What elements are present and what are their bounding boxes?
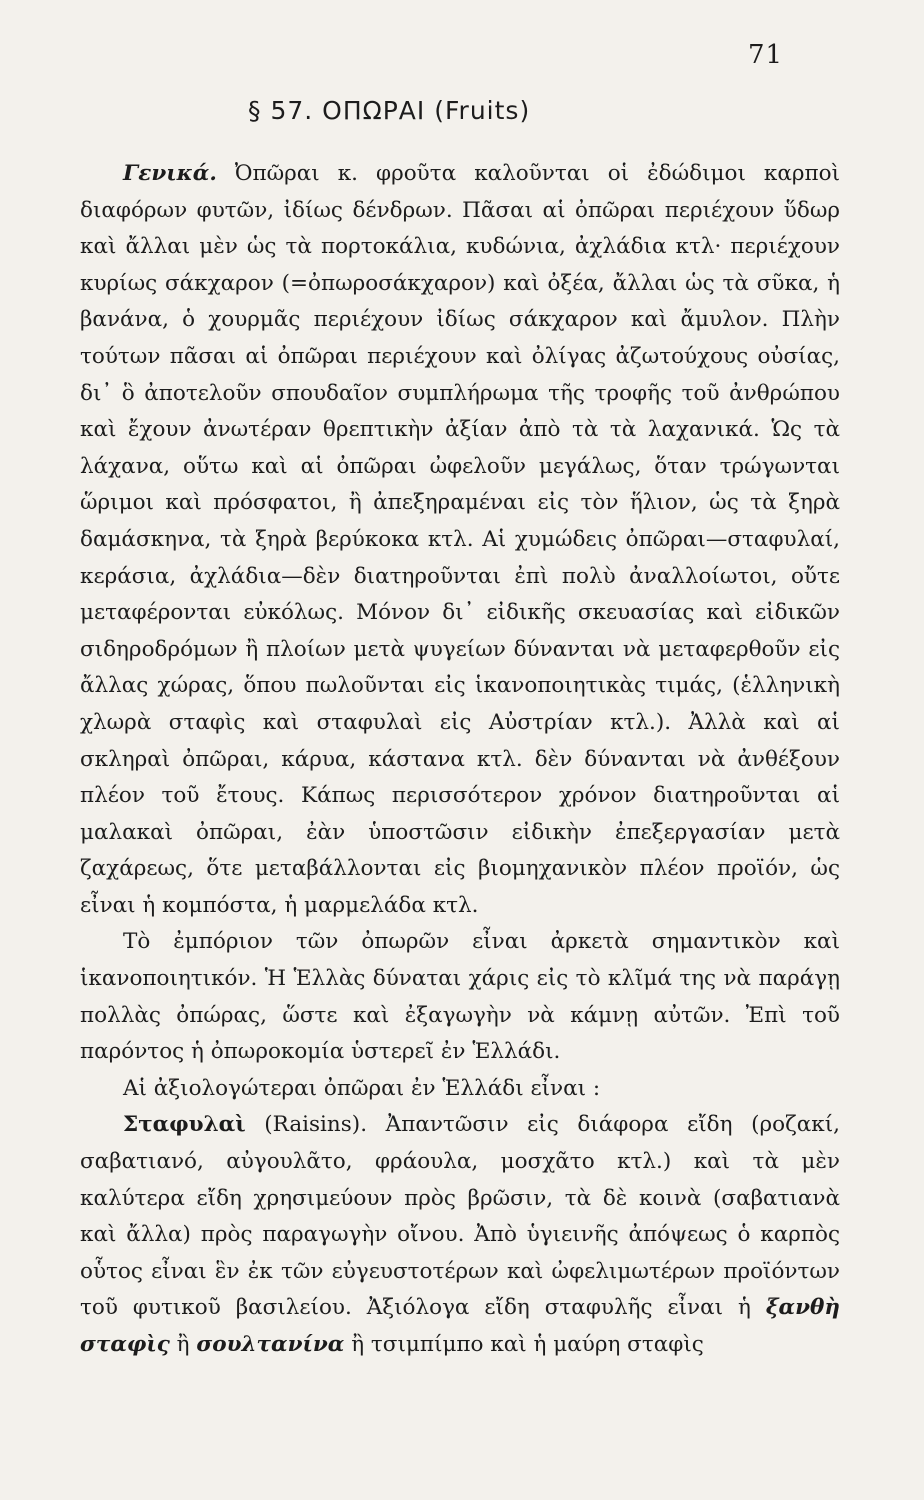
paragraph-lead: Γενικά. (123, 161, 217, 186)
paragraph-text: (Raisins). Ἀπαντῶσιν εἰς διάφορα εἴδη (ροζακί, σαβατιανό, αὐγουλᾶτο, φράουλα, μοσχᾶτο κτλ.) καὶ τὰ μὲν καλύτερα εἴδη χρησιμεύουν πρὸς βρῶσιν, τὰ δὲ κοινὰ (σαβατιανὰ καὶ ἄλλα) πρὸς παραγωγὴν οἴνου. Ἀπὸ ὑγιεινῆς ἀπόψεως ὁ καρπὸς οὗτος εἶναι ἓν ἐκ τῶν εὐγευστοτέρων καὶ ὠφελιμωτέρων προϊόντων τοῦ φυτικοῦ βασιλείου. Ἀξιόλογα εἴδη σταφυλῆς εἶναι ἡ (80, 1112, 840, 1321)
page-number: 71 (748, 40, 784, 70)
paragraph-grapes (80, 1107, 840, 1363)
paragraph-list-intro: Αἱ ἀξιολογώτεραι ὀπῶραι ἐν Ἑλλάδι εἶναι : (123, 1075, 601, 1101)
paragraph-text: ἢ τσιμπίμπο καὶ ἡ μαύρη σταφὶς (344, 1332, 704, 1357)
paragraph-text: ἢ (169, 1332, 197, 1357)
section-heading: § 57. ΟΠΩΡΑΙ (Fruits) (248, 96, 531, 125)
paragraph-text: Ὀπῶραι κ. φροῦτα καλοῦνται οἱ ἐδώδιμοι καρποὶ διαφόρων φυτῶν, ἰδίως δένδρων. Πᾶσαι αἱ ὀπῶραι περιέχουν ὕδωρ καὶ ἄλλαι μὲν ὡς τὰ πορτοκάλια, κυδώνια, ἀχλάδια κτλ· περιέχουν κυρίως σάκχαρον (=ὀπωροσάκχαρον) καὶ ὀξέα, ἄλλαι ὡς τὰ σῦκα, ἡ βανάνα, ὁ χουρμᾶς περιέχουν ἰδίως σάκχαρον καὶ ἄμυλον. Πλὴν τούτων πᾶσαι αἱ ὀπῶραι περιέχουν καὶ ὀλίγας ἀζωτούχους οὐσίας, δι᾽ ὃ ἀποτελοῦν σπουδαῖον συμπλήρωμα τῆς τροφῆς τοῦ ἀνθρώπου καὶ ἔχουν ἀνωτέραν θρεπτικὴν ἀξίαν ἀπὸ τὰ τὰ λαχανικά. Ὡς τὰ λάχανα, οὕτω καὶ αἱ ὀπῶραι ὠφελοῦν μεγάλως, ὅταν τρώγωνται ὥριμοι καὶ πρόσφατοι, ἢ ἀπεξηραμέναι εἰς τὸν ἥλιον, ὡς τὰ ξηρὰ δαμάσκηνα, τὰ ξηρὰ βερύκοκα κτλ. Αἱ χυμώδεις ὀπῶραι—σταφυλαί, κεράσια, ἀχλάδια—δὲν διατηροῦνται ἐπὶ πολὺ ἀναλλοίωτοι, οὔτε μεταφέρονται εὐκόλως. Μόνον δι᾽ εἰδικῆς σκευασίας καὶ εἰδικῶν σιδηροδρόμων ἢ πλοίων μετὰ ψυγείων δύνανται νὰ μεταφερθοῦν εἰς ἄλλας χώρας, ὅπου πωλοῦνται εἰς ἱκανοποιητικὰς τιμάς, (ἑλληνικὴ χλωρὰ σταφὶς καὶ σταφυλαὶ εἰς Αὐστρίαν κτλ.). Ἀλλὰ καὶ αἱ σκληραὶ ὀπῶραι, κάρυα, κάστανα κτλ. δὲν δύνανται νὰ ἀνθέξουν πλέον τοῦ ἔτους. Κάπως περισσότερον χρόνον διατηροῦνται αἱ μαλακαὶ ὀπῶραι, ἐὰν ὑποστῶσιν εἰδικὴν ἐπεξεργασίαν μετὰ ζαχάρεως, ὅτε μεταβάλλονται εἰς βιομηχανικὸν πλέον προϊόν, ὡς εἶναι ἡ κομπόστα, ἡ μαρμελάδα κτλ. (80, 161, 840, 918)
term-xanthi-stafis: ξανθὴ σταφὶς (80, 1295, 840, 1357)
term-soultanina: σουλτανίνα (196, 1332, 345, 1357)
paragraph-lead: Σταφυλαὶ (123, 1112, 246, 1138)
paragraph-general (80, 156, 840, 924)
paragraph-trade: Τὸ ἐμπόριον τῶν ὀπωρῶν εἶναι ἀρκετὰ σημαντικὸν καὶ ἱκανοποιητικόν. Ἡ Ἑλλὰς δύναται χάρις εἰς τὸ κλῖμά της νὰ παράγῃ πολλὰς ὀπώρας, ὥστε καὶ ἐξαγωγὴν νὰ κάμνῃ αὐτῶν. Ἐπὶ τοῦ παρόντος ἡ ὀπωροκομία ὑστερεῖ ἐν Ἑλλάδι. (80, 929, 840, 1065)
body-text (80, 156, 840, 1364)
